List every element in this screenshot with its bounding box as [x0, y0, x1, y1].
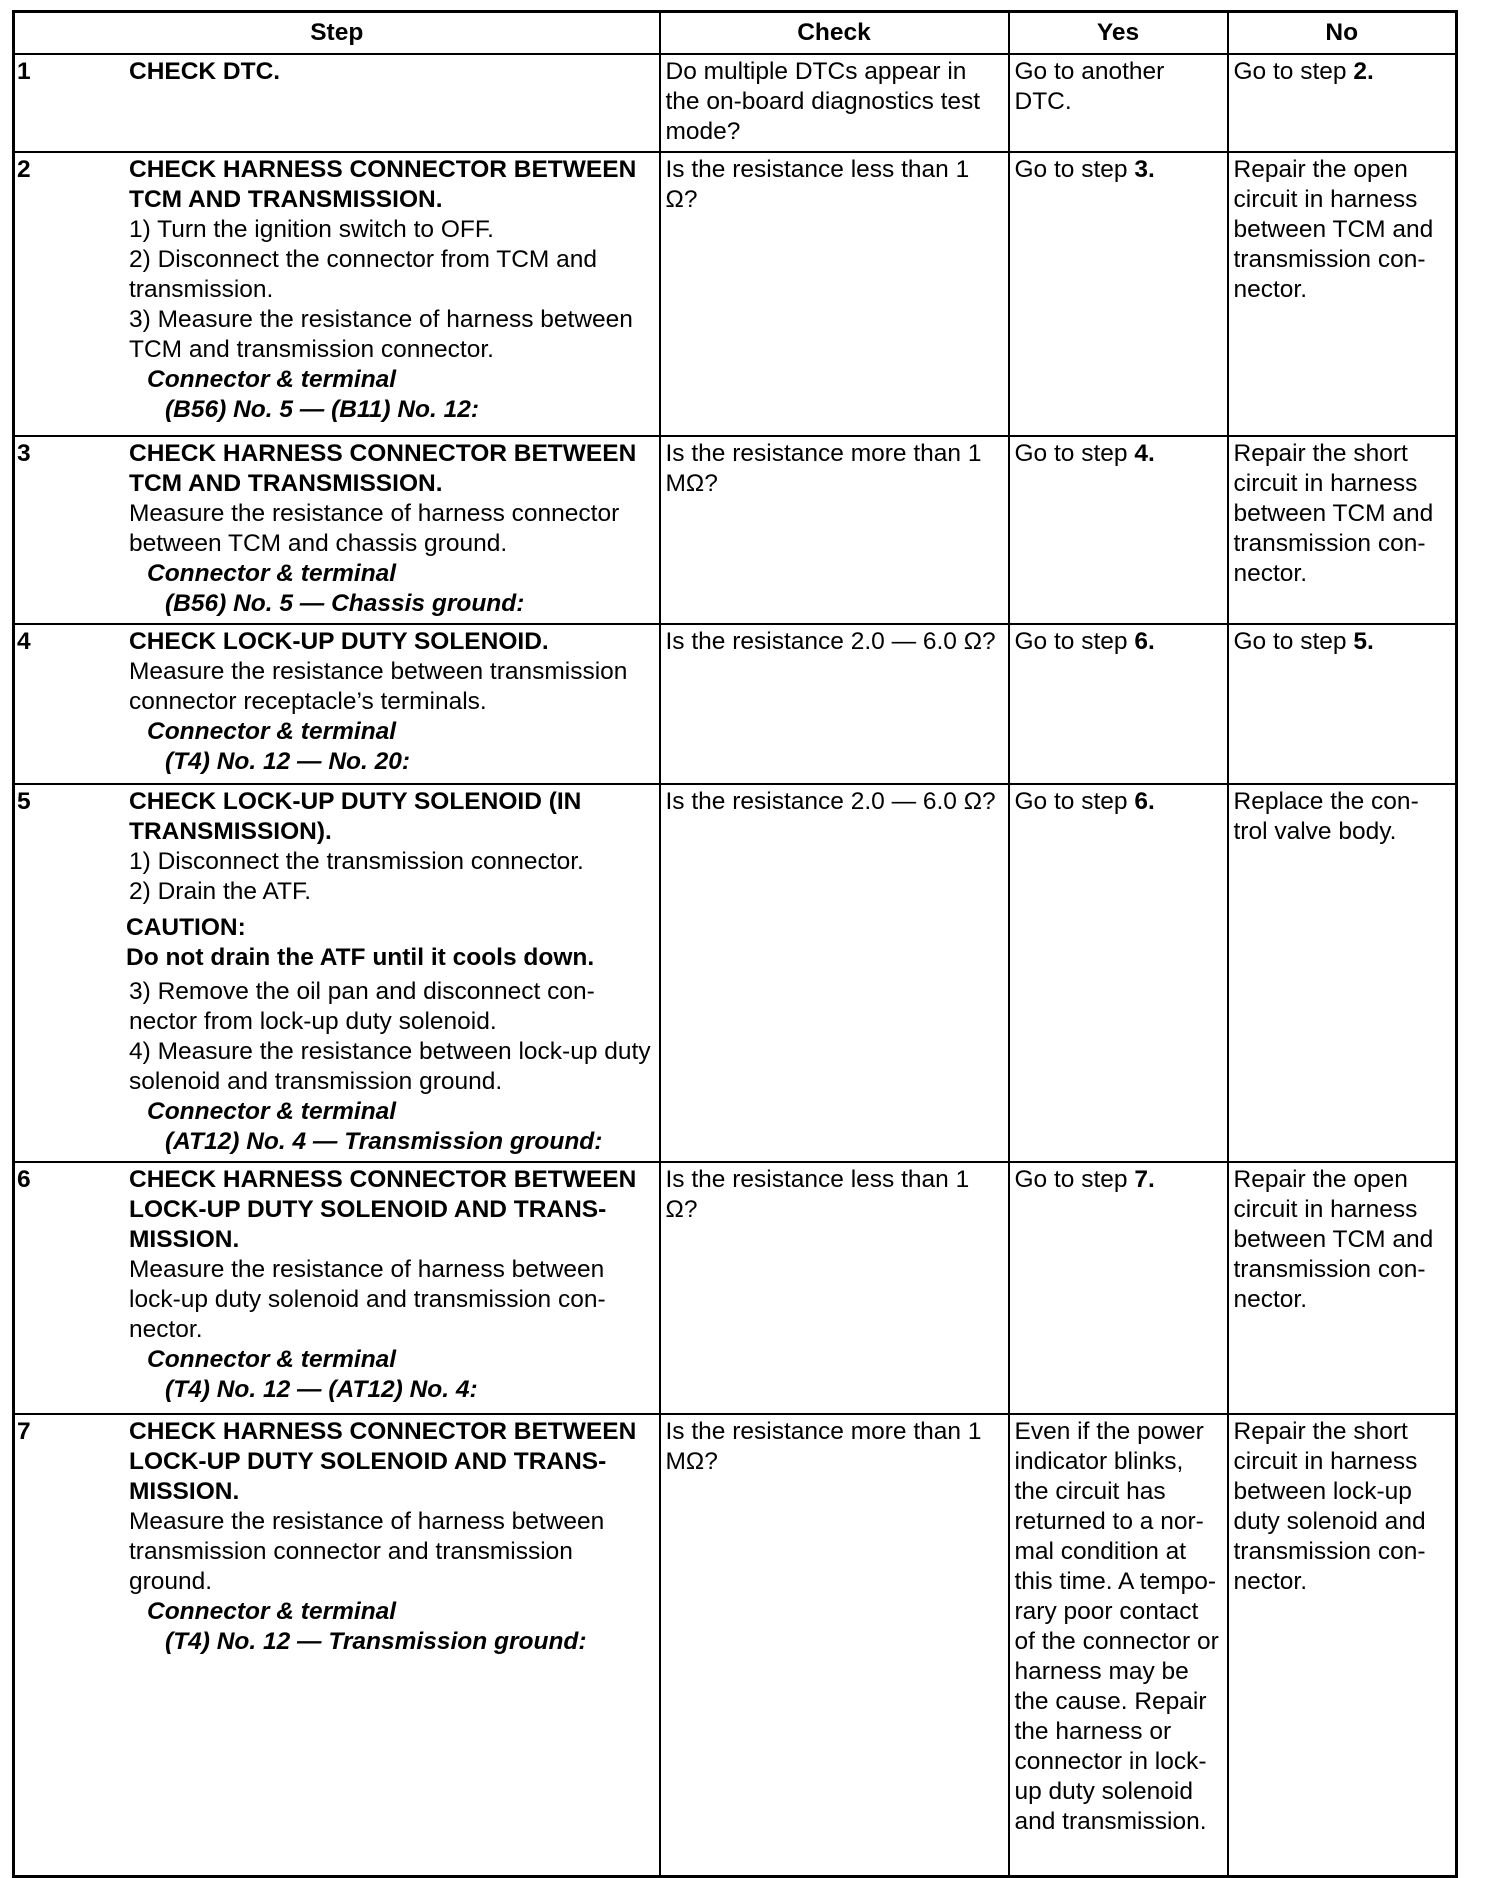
- step-body: [129, 1165, 654, 1405]
- check-cell: [660, 54, 1009, 152]
- caution-label: CAUTION:: [126, 914, 246, 941]
- no-text: Repair the short circuit in harness between TCM and transmission con-nector.: [1233, 440, 1434, 587]
- instruction-line: 3) Measure the resistance of harness between TCM and transmission connector.: [129, 306, 633, 363]
- header-check: Check: [660, 12, 1009, 55]
- step-title: CHECK HARNESS CONNECTOR BETWEEN LOCK-UP DUTY SOLENOID AND TRANS-MISSION.: [129, 1166, 637, 1253]
- table-row: [14, 624, 1457, 784]
- connector-value: (B56) No. 5 — Chassis ground:: [165, 590, 525, 617]
- step-number: 7: [17, 1418, 31, 1445]
- no-text: Replace the con-trol valve body.: [1233, 788, 1419, 845]
- check-question: Do multiple DTCs appear in the on-board diagnostics test mode?: [665, 58, 981, 145]
- yes-step-ref: 6.: [1134, 628, 1155, 655]
- yes-text: Even if the power indicator blinks, the circuit has returned to a nor-mal condition at this time. A tempo-rary poor contact of the connector or harness may be the cause. Repair the harness or connector in lock-up duty solenoid and transmission.: [1014, 1418, 1219, 1835]
- check-cell: [660, 624, 1009, 784]
- connector-label: Connector & terminal: [147, 718, 397, 745]
- diagnostic-table: [12, 10, 1458, 1878]
- no-cell: [1228, 1414, 1457, 1876]
- step-wrap: [15, 439, 654, 619]
- connector-value: (AT12) No. 4 — Transmission ground:: [165, 1128, 603, 1155]
- step-title: CHECK LOCK-UP DUTY SOLENOID.: [129, 628, 549, 655]
- yes-cell: [1009, 436, 1228, 624]
- step-body: [129, 439, 654, 619]
- yes-step-ref: 7.: [1134, 1166, 1155, 1193]
- check-cell: [660, 784, 1009, 1162]
- check-cell: [660, 436, 1009, 624]
- connector-label: Connector & terminal: [147, 366, 397, 393]
- step-number: 3: [17, 440, 31, 467]
- header-row: [14, 12, 1457, 55]
- no-cell: [1228, 784, 1457, 1162]
- step-title: CHECK DTC.: [129, 58, 281, 85]
- connector-label: Connector & terminal: [147, 1098, 397, 1125]
- table-row: [14, 152, 1457, 436]
- check-question: Is the resistance 2.0 — 6.0 Ω?: [665, 788, 996, 815]
- check-cell: [660, 1162, 1009, 1414]
- no-cell: [1228, 436, 1457, 624]
- connector-label: Connector & terminal: [147, 560, 397, 587]
- yes-text: Go to another DTC.: [1014, 58, 1165, 115]
- check-cell: [660, 1414, 1009, 1876]
- instruction-line: 3) Remove the oil pan and disconnect con-nector from lock-up duty solenoid.: [129, 978, 595, 1035]
- yes-step-ref: 6.: [1134, 788, 1155, 815]
- table-row: [14, 1162, 1457, 1414]
- yes-cell: [1009, 54, 1228, 152]
- step-number: 2: [17, 156, 31, 183]
- connector-value: (T4) No. 12 — No. 20:: [165, 748, 411, 775]
- step-title: CHECK HARNESS CONNECTOR BETWEEN TCM AND TRANSMISSION.: [129, 156, 637, 213]
- step-body: [129, 1417, 654, 1657]
- header-step: Step: [14, 12, 660, 55]
- check-cell: [660, 152, 1009, 436]
- step-cell: [14, 152, 660, 436]
- instruction-line: Measure the resistance of harness connector between TCM and chassis ground.: [129, 500, 620, 557]
- instruction-line: 1) Disconnect the transmission connector.: [129, 848, 584, 875]
- table-row: [14, 54, 1457, 152]
- step-body: [126, 787, 654, 1157]
- step-cell: [14, 436, 660, 624]
- yes-cell: [1009, 152, 1228, 436]
- step-wrap: [15, 1165, 654, 1405]
- instruction-line: 2) Drain the ATF.: [129, 878, 312, 905]
- caution-text: Do not drain the ATF until it cools down.: [126, 944, 595, 971]
- yes-text: Go to step: [1014, 156, 1135, 183]
- no-text: Repair the short circuit in harness between lock-up duty solenoid and transmission con-nector.: [1233, 1418, 1426, 1595]
- connector-value: (T4) No. 12 — (AT12) No. 4:: [165, 1376, 478, 1403]
- table-row: [14, 436, 1457, 624]
- step-title: CHECK HARNESS CONNECTOR BETWEEN LOCK-UP DUTY SOLENOID AND TRANS-MISSION.: [129, 1418, 637, 1505]
- step-body: [129, 155, 654, 425]
- check-question: Is the resistance 2.0 — 6.0 Ω?: [665, 628, 996, 655]
- no-text: Repair the open circuit in harness between TCM and transmission con-nector.: [1233, 156, 1434, 303]
- instruction-line: Measure the resistance of harness between lock-up duty solenoid and transmission con-nector.: [129, 1256, 606, 1343]
- step-number: 5: [17, 788, 31, 815]
- no-text: Go to step: [1233, 628, 1354, 655]
- step-cell: [14, 784, 660, 1162]
- header-no: No: [1228, 12, 1457, 55]
- yes-text: Go to step: [1014, 440, 1135, 467]
- step-body: [129, 627, 654, 777]
- yes-step-ref: 4.: [1134, 440, 1155, 467]
- yes-text: Go to step: [1014, 1166, 1135, 1193]
- step-cell: [14, 1414, 660, 1876]
- no-cell: [1228, 624, 1457, 784]
- step-wrap: [15, 155, 654, 425]
- step-title: CHECK HARNESS CONNECTOR BETWEEN TCM AND TRANSMISSION.: [129, 440, 637, 497]
- no-step-ref: 5.: [1353, 628, 1374, 655]
- no-cell: [1228, 1162, 1457, 1414]
- instruction-line: Measure the resistance between transmission connector receptacle’s terminals.: [129, 658, 628, 715]
- step-title: CHECK LOCK-UP DUTY SOLENOID (IN TRANSMISSION).: [129, 788, 582, 845]
- step-wrap: [15, 787, 654, 1157]
- check-question: Is the resistance more than 1 MΩ?: [665, 1418, 982, 1475]
- connector-label: Connector & terminal: [147, 1598, 397, 1625]
- check-question: Is the resistance more than 1 MΩ?: [665, 440, 982, 497]
- check-question: Is the resistance less than 1 Ω?: [665, 1166, 970, 1223]
- connector-label: Connector & terminal: [147, 1346, 397, 1373]
- step-wrap: [15, 1417, 654, 1657]
- step-wrap: [15, 627, 654, 777]
- step-number: 1: [17, 58, 31, 85]
- instruction-line: 2) Disconnect the connector from TCM and transmission.: [129, 246, 597, 303]
- connector-value: (B56) No. 5 — (B11) No. 12:: [165, 396, 480, 423]
- step-wrap: [15, 57, 654, 87]
- connector-value: (T4) No. 12 — Transmission ground:: [165, 1628, 587, 1655]
- step-number: 6: [17, 1166, 31, 1193]
- yes-cell: [1009, 624, 1228, 784]
- instruction-line: 1) Turn the ignition switch to OFF.: [129, 216, 494, 243]
- step-body: [129, 57, 654, 87]
- yes-cell: [1009, 784, 1228, 1162]
- step-cell: [14, 1162, 660, 1414]
- no-step-ref: 2.: [1353, 58, 1374, 85]
- yes-text: Go to step: [1014, 628, 1135, 655]
- table-body: [14, 54, 1457, 1876]
- yes-cell: [1009, 1162, 1228, 1414]
- table-row: [14, 1414, 1457, 1876]
- no-text: Go to step: [1233, 58, 1354, 85]
- yes-cell: [1009, 1414, 1228, 1876]
- step-cell: [14, 54, 660, 152]
- yes-step-ref: 3.: [1134, 156, 1155, 183]
- check-question: Is the resistance less than 1 Ω?: [665, 156, 970, 213]
- step-cell: [14, 624, 660, 784]
- table-row: [14, 784, 1457, 1162]
- instruction-line: 4) Measure the resistance between lock-up duty solenoid and transmission ground.: [129, 1038, 651, 1095]
- no-cell: [1228, 152, 1457, 436]
- step-number: 4: [17, 628, 31, 655]
- header-yes: Yes: [1009, 12, 1228, 55]
- yes-text: Go to step: [1014, 788, 1135, 815]
- instruction-line: Measure the resistance of harness between transmission connector and transmission ground.: [129, 1508, 605, 1595]
- no-cell: [1228, 54, 1457, 152]
- no-text: Repair the open circuit in harness between TCM and transmission con-nector.: [1233, 1166, 1434, 1313]
